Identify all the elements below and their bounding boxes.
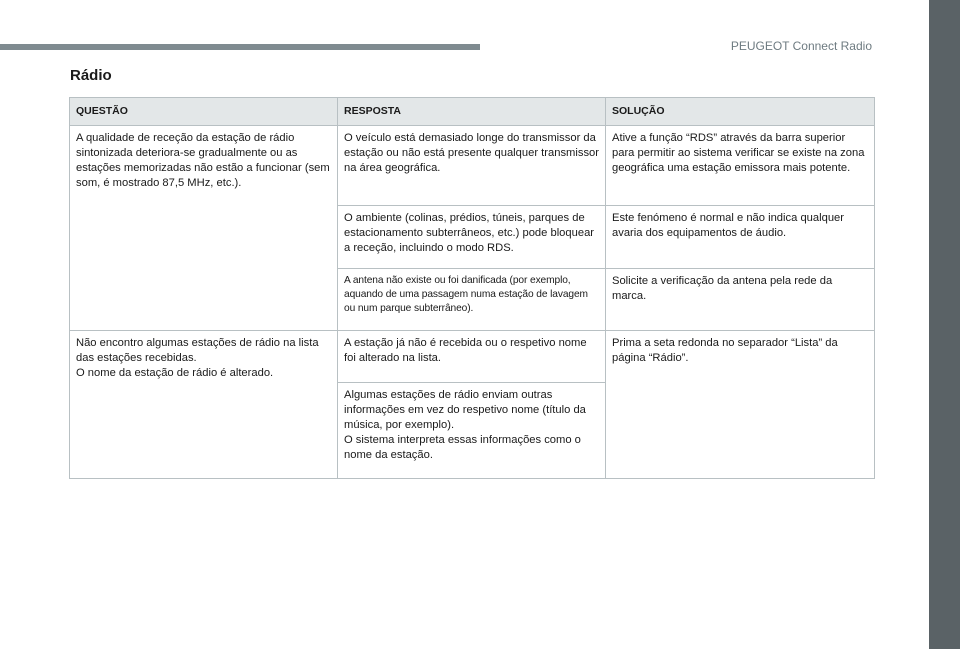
- column-header-solution: SOLUÇÃO: [606, 98, 875, 126]
- response-cell: O veículo está demasiado longe do transmissor da estação ou não está presente qualquer transmissor na área geográfica.: [338, 126, 606, 206]
- response-cell: O ambiente (colinas, prédios, túneis, parques de estacionamento subterrâneos, etc.) pode bloquear a receção, incluindo o modo RDS.: [338, 206, 606, 269]
- response-cell: A estação já não é recebida ou o respetivo nome foi alterado na lista.: [338, 331, 606, 383]
- table-header-row: [70, 98, 875, 126]
- column-header-response: RESPOSTA: [338, 98, 606, 126]
- response-cell: Algumas estações de rádio enviam outras informações em vez do respetivo nome (título da música, por exemplo). O sistema interpreta essas informações como o nome da estação.: [338, 383, 606, 479]
- side-band: [929, 0, 960, 649]
- response-cell: A antena não existe ou foi danificada (por exemplo, aquando de uma passagem numa estação de lavagem ou num parque subterrâneo).: [338, 269, 606, 331]
- solution-cell: Solicite a verificação da antena pela rede da marca.: [606, 269, 875, 331]
- header-rule: [0, 44, 480, 50]
- solution-cell: Prima a seta redonda no separador “Lista” da página “Rádio”.: [606, 331, 875, 479]
- column-header-question: QUESTÃO: [70, 98, 338, 126]
- section-title: Rádio: [70, 67, 112, 84]
- solution-cell: Este fenómeno é normal e não indica qualquer avaria dos equipamentos de áudio.: [606, 206, 875, 269]
- product-title: PEUGEOT Connect Radio: [730, 39, 872, 53]
- solution-cell: Ative a função “RDS” através da barra superior para permitir ao sistema verificar se existe na zona geográfica uma estação emissora mais potente.: [606, 126, 875, 206]
- faq-table: [69, 97, 875, 479]
- continue-marker: [914, 603, 919, 608]
- page-number: 19: [914, 624, 927, 636]
- table-row: [70, 126, 875, 206]
- question-cell: A qualidade de receção da estação de rádio sintonizada deteriora-se gradualmente ou as estações memorizadas não estão a funcionar (sem som, é mostrado 87,5 MHz, etc.).: [70, 126, 338, 331]
- table-row: [70, 331, 875, 383]
- question-cell: Não encontro algumas estações de rádio na lista das estações recebidas. O nome da estação de rádio é alterado.: [70, 331, 338, 479]
